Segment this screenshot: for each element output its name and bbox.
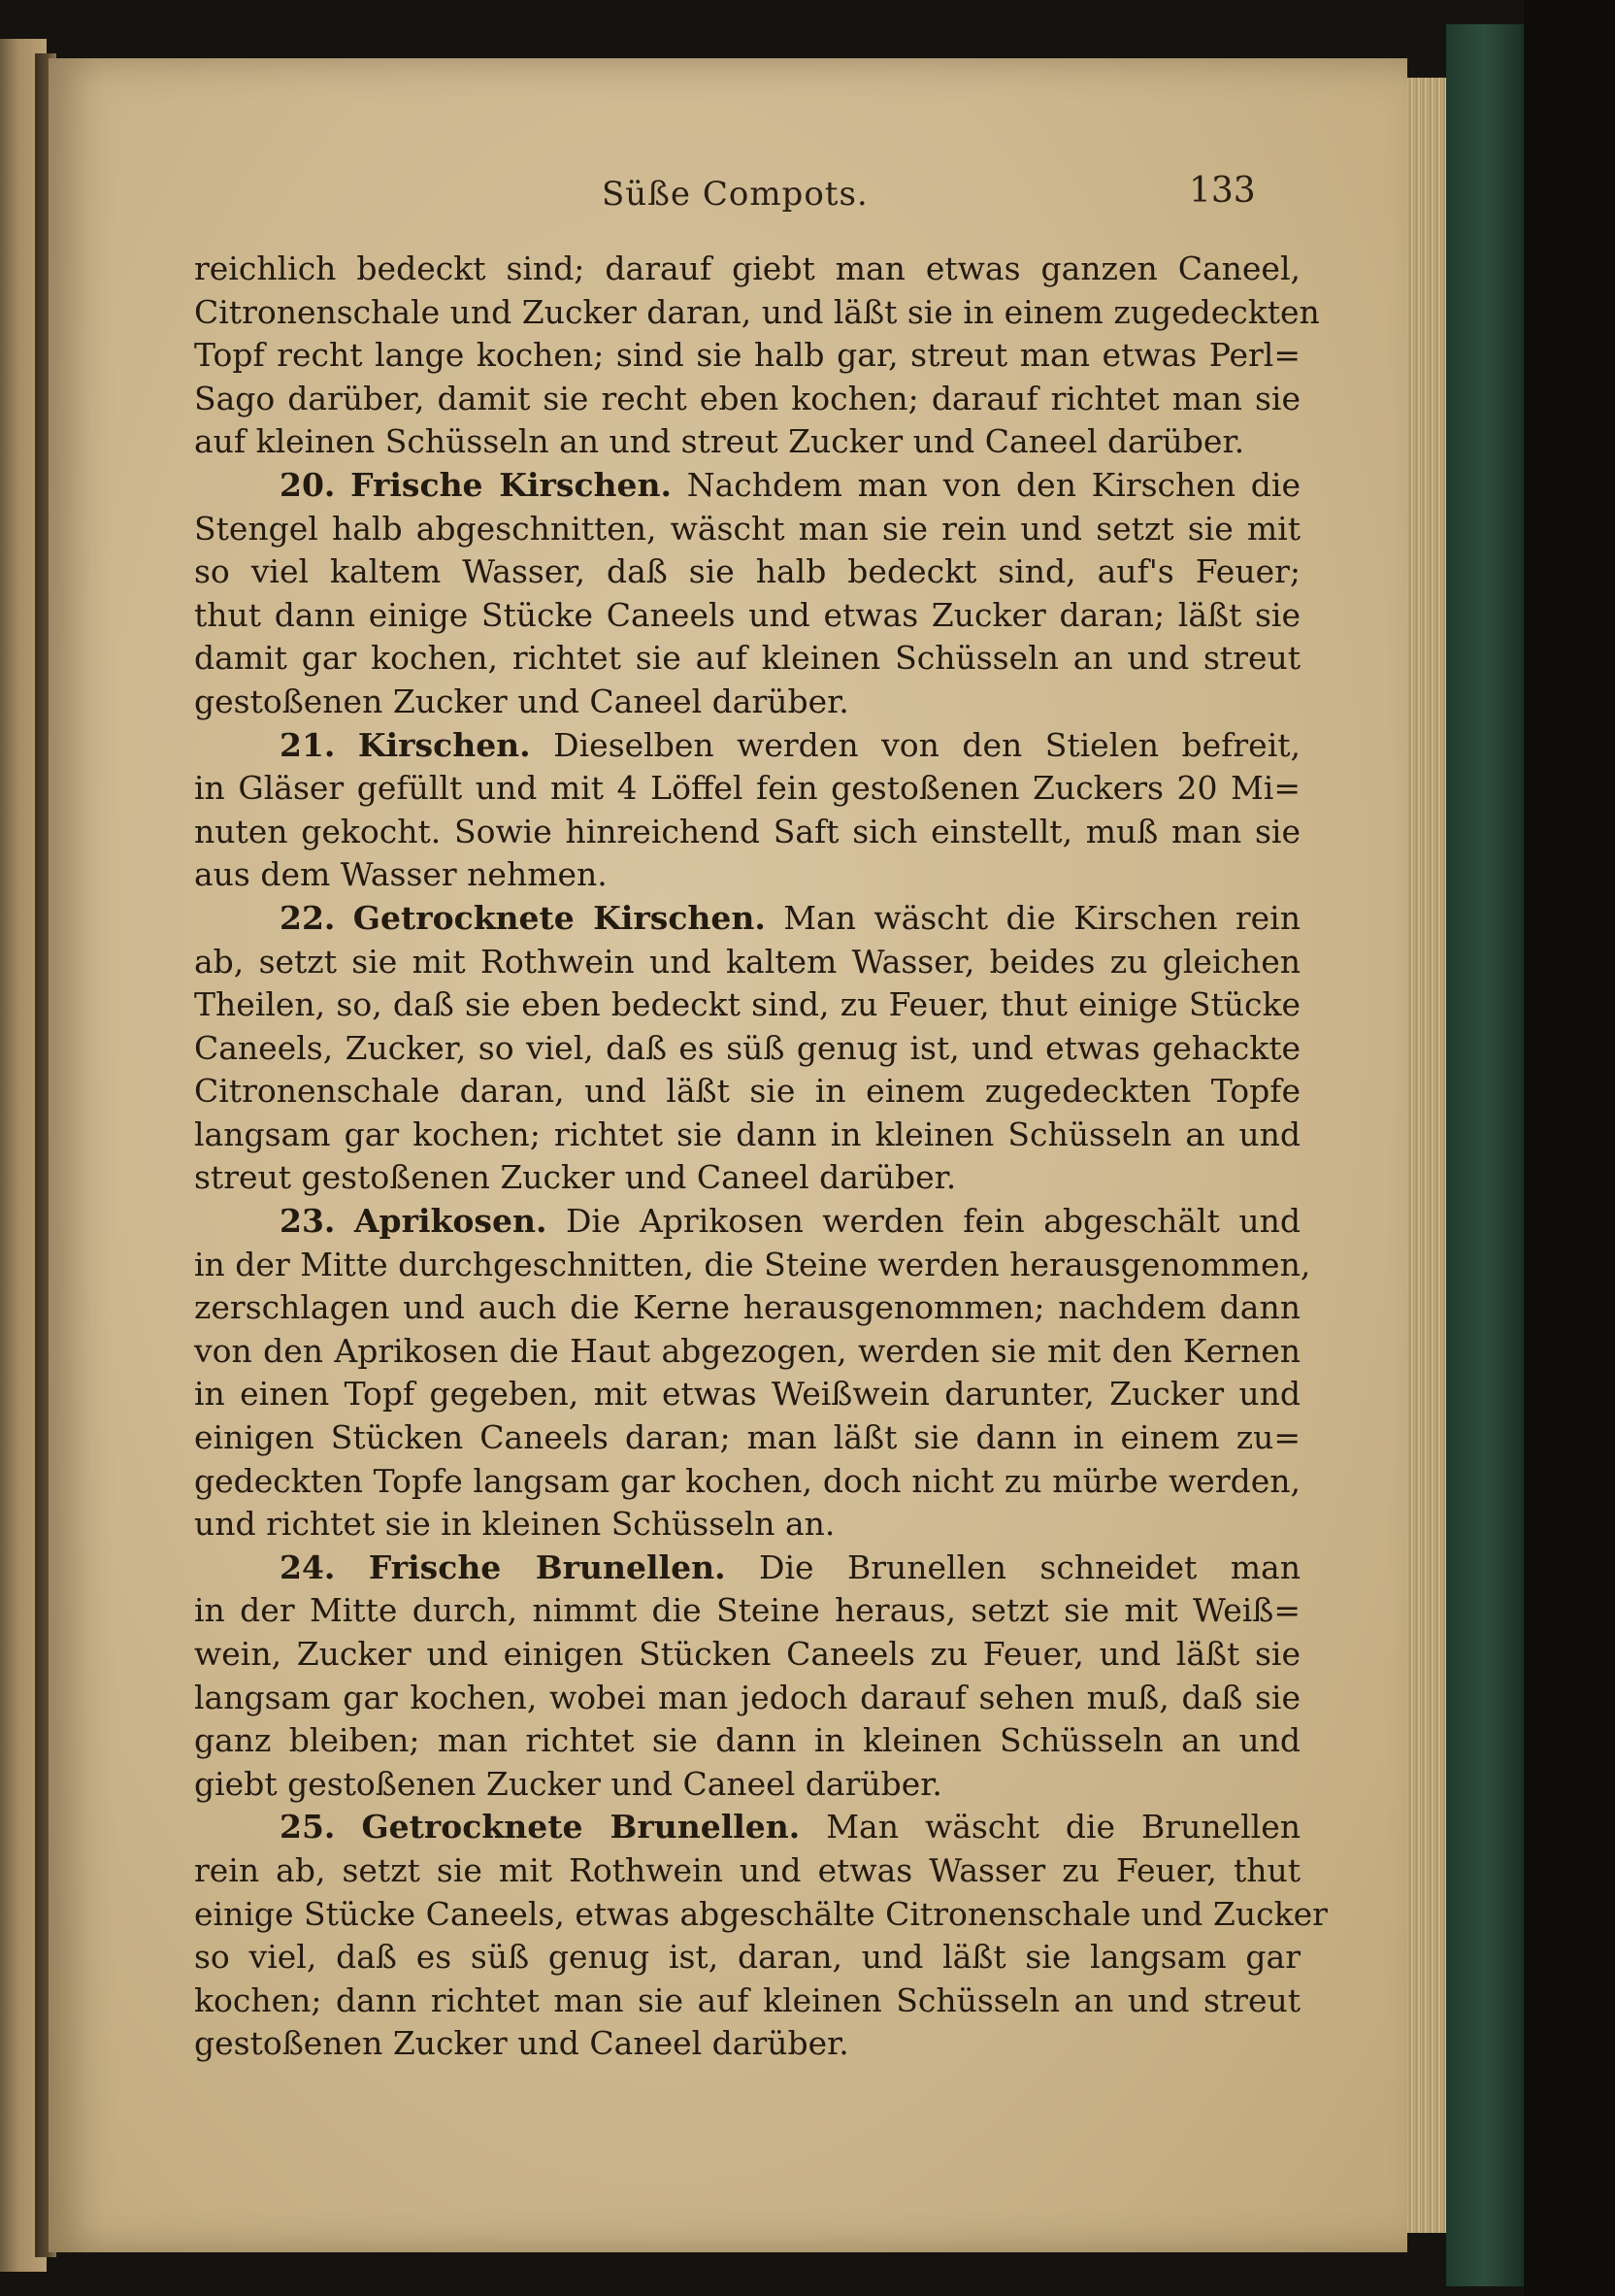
- text-line: [194, 1460, 1301, 1504]
- recipe-number: 24.: [280, 1547, 336, 1586]
- text-line: [194, 811, 1301, 854]
- recipe-number: 21.: [280, 725, 336, 764]
- text-line: [194, 767, 1301, 811]
- line-text: in der Mitte durchgeschnitten, die Steine werden herausgenommen,: [194, 1245, 1311, 1283]
- text-line: [194, 637, 1301, 681]
- line-text: gedeckten Topfe langsam gar kochen, doch nicht zu mürbe werden,: [194, 1461, 1301, 1500]
- line-text: Nachdem man von den Kirschen die: [686, 465, 1301, 504]
- line-text: streut gestoßenen Zucker und Caneel darüber.: [194, 1158, 957, 1197]
- text-line: [194, 1503, 1301, 1547]
- body-text: [194, 248, 1328, 2066]
- recipe-number: 25.: [280, 1808, 336, 1847]
- recipe-heading-line: [194, 897, 1301, 941]
- line-text: rein ab, setzt sie mit Rothwein und etwas Wasser zu Feuer, thut: [194, 1850, 1301, 1889]
- recipe-heading-line: [194, 1547, 1301, 1590]
- line-text: ab, setzt sie mit Rothwein und kaltem Wasser, beides zu gleichen: [194, 942, 1301, 981]
- text-line: [194, 2022, 1301, 2066]
- line-text: thut dann einige Stücke Caneels und etwas Zucker daran; läßt sie: [194, 595, 1301, 634]
- text-line: [194, 1980, 1301, 2023]
- line-text: Citronenschale daran, und läßt sie in einem zugedeckten Topfe: [194, 1072, 1301, 1111]
- recipe-heading-line: [194, 464, 1301, 508]
- line-text: kochen; dann richtet man sie auf kleinen Schüsseln an und streut: [194, 1980, 1301, 2019]
- line-text: ganz bleiben; man richtet sie dann in kleinen Schüsseln an und: [194, 1721, 1301, 1760]
- text-line: [194, 941, 1301, 984]
- page-edges: [1407, 78, 1446, 2233]
- line-text: von den Aprikosen die Haut abgezogen, werden sie mit den Kernen: [194, 1331, 1301, 1370]
- text-line: [194, 420, 1301, 464]
- line-text: Topf recht lange kochen; sind sie halb gar, streut man etwas Perl=: [194, 336, 1301, 375]
- recipe-title: Getrocknete Brunellen.: [361, 1808, 801, 1847]
- text-line: [194, 1027, 1301, 1071]
- page-number: 133: [1189, 171, 1256, 211]
- line-text: so viel kaltem Wasser, daß sie halb bedeckt sind, auf's Feuer;: [194, 552, 1301, 591]
- line-text: Dieselben werden von den Stielen befreit,: [553, 725, 1301, 764]
- book-page: [49, 58, 1407, 2252]
- running-title: Süße Compots.: [602, 175, 869, 214]
- text-line: [194, 1936, 1301, 1980]
- text-line: [194, 1156, 1301, 1200]
- line-text: Stengel halb abgeschnitten, wäscht man sie rein und setzt sie mit: [194, 509, 1301, 548]
- text-line: [194, 1849, 1301, 1893]
- line-text: langsam gar kochen; richtet sie dann in kleinen Schüsseln an und: [194, 1115, 1301, 1153]
- line-text: Theilen, so, daß sie eben bedeckt sind, zu Feuer, thut einige Stücke: [194, 985, 1301, 1024]
- line-text: zerschlagen und auch die Kerne herausgenommen; nachdem dann: [194, 1288, 1301, 1327]
- text-line: [194, 1677, 1301, 1720]
- line-text: einigen Stücken Caneels daran; man läßt sie dann in einem zu=: [194, 1418, 1301, 1457]
- recipe-number: 20.: [280, 465, 336, 504]
- text-line: [194, 1114, 1301, 1157]
- page-header: [49, 165, 1407, 223]
- text-line: [194, 1286, 1301, 1330]
- line-text: gestoßenen Zucker und Caneel darüber.: [194, 682, 849, 720]
- recipe-title: Kirschen.: [357, 725, 531, 764]
- line-text: nuten gekocht. Sowie hinreichend Saft sich einstellt, muß man sie: [194, 812, 1301, 850]
- line-text: Die Brunellen schneidet man: [759, 1547, 1301, 1586]
- line-text: Man wäscht die Kirschen rein: [783, 898, 1301, 937]
- recipe-heading-line: [194, 1200, 1301, 1244]
- line-text: so viel, daß es süß genug ist, daran, und läßt sie langsam gar: [194, 1938, 1301, 1977]
- text-line: [194, 334, 1301, 378]
- line-text: Die Aprikosen werden fein abgeschält und: [565, 1202, 1301, 1241]
- text-line: [194, 1070, 1301, 1114]
- recipe-title: Getrocknete Kirschen.: [352, 898, 766, 937]
- line-text: auf kleinen Schüsseln an und streut Zucker und Caneel darüber.: [194, 422, 1245, 461]
- text-line: [194, 1763, 1301, 1807]
- recipe-heading-line: [194, 724, 1301, 768]
- line-text: Citronenschale und Zucker daran, und läßt sie in einem zugedeckten: [194, 292, 1320, 331]
- text-line: [194, 1373, 1301, 1416]
- recipe-title: Frische Brunellen.: [368, 1547, 726, 1586]
- text-line: [194, 983, 1301, 1027]
- text-line: [194, 248, 1301, 291]
- line-text: Caneels, Zucker, so viel, daß es süß genug ist, und etwas gehackte: [194, 1028, 1301, 1067]
- line-text: in der Mitte durch, nimmt die Steine heraus, setzt sie mit Weiß=: [194, 1591, 1301, 1630]
- line-text: einige Stücke Caneels, etwas abgeschälte Citronenschale und Zucker: [194, 1894, 1328, 1933]
- background: [1524, 0, 1615, 2296]
- text-line: [194, 1244, 1311, 1287]
- text-line: [194, 1893, 1328, 1937]
- text-line: [194, 681, 1301, 724]
- text-line: [194, 291, 1320, 335]
- text-line: [194, 1589, 1301, 1633]
- recipe-number: 23.: [280, 1202, 336, 1241]
- line-text: Sago darüber, damit sie recht eben kochen; darauf richtet man sie: [194, 379, 1301, 417]
- text-line: [194, 1416, 1301, 1460]
- text-line: [194, 508, 1301, 551]
- line-text: in einen Topf gegeben, mit etwas Weißwein darunter, Zucker und: [194, 1375, 1301, 1414]
- line-text: reichlich bedeckt sind; darauf giebt man etwas ganzen Caneel,: [194, 250, 1301, 287]
- book-cover: [1446, 24, 1524, 2286]
- line-text: aus dem Wasser nehmen.: [194, 855, 608, 894]
- line-text: gestoßenen Zucker und Caneel darüber.: [194, 2024, 849, 2063]
- recipe-heading-line: [194, 1806, 1301, 1849]
- line-text: damit gar kochen, richtet sie auf kleinen Schüsseln an und streut: [194, 639, 1301, 678]
- recipe-title: Frische Kirschen.: [350, 465, 673, 504]
- text-line: [194, 1633, 1301, 1677]
- text-line: [194, 853, 1301, 897]
- recipe-number: 22.: [280, 898, 336, 937]
- text-line: [194, 378, 1301, 421]
- line-text: und richtet sie in kleinen Schüsseln an.: [194, 1505, 836, 1544]
- line-text: wein, Zucker und einigen Stücken Caneels zu Feuer, und läßt sie: [194, 1635, 1301, 1673]
- text-line: [194, 1330, 1301, 1374]
- line-text: Man wäscht die Brunellen: [826, 1808, 1301, 1847]
- text-line: [194, 1719, 1301, 1763]
- line-text: in Gläser gefüllt und mit 4 Löffel fein gestoßenen Zuckers 20 Mi=: [194, 769, 1301, 808]
- text-line: [194, 594, 1301, 638]
- text-line: [194, 550, 1301, 594]
- line-text: langsam gar kochen, wobei man jedoch darauf sehen muß, daß sie: [194, 1678, 1301, 1716]
- line-text: giebt gestoßenen Zucker und Caneel darüber.: [194, 1764, 942, 1803]
- recipe-title: Aprikosen.: [353, 1202, 547, 1241]
